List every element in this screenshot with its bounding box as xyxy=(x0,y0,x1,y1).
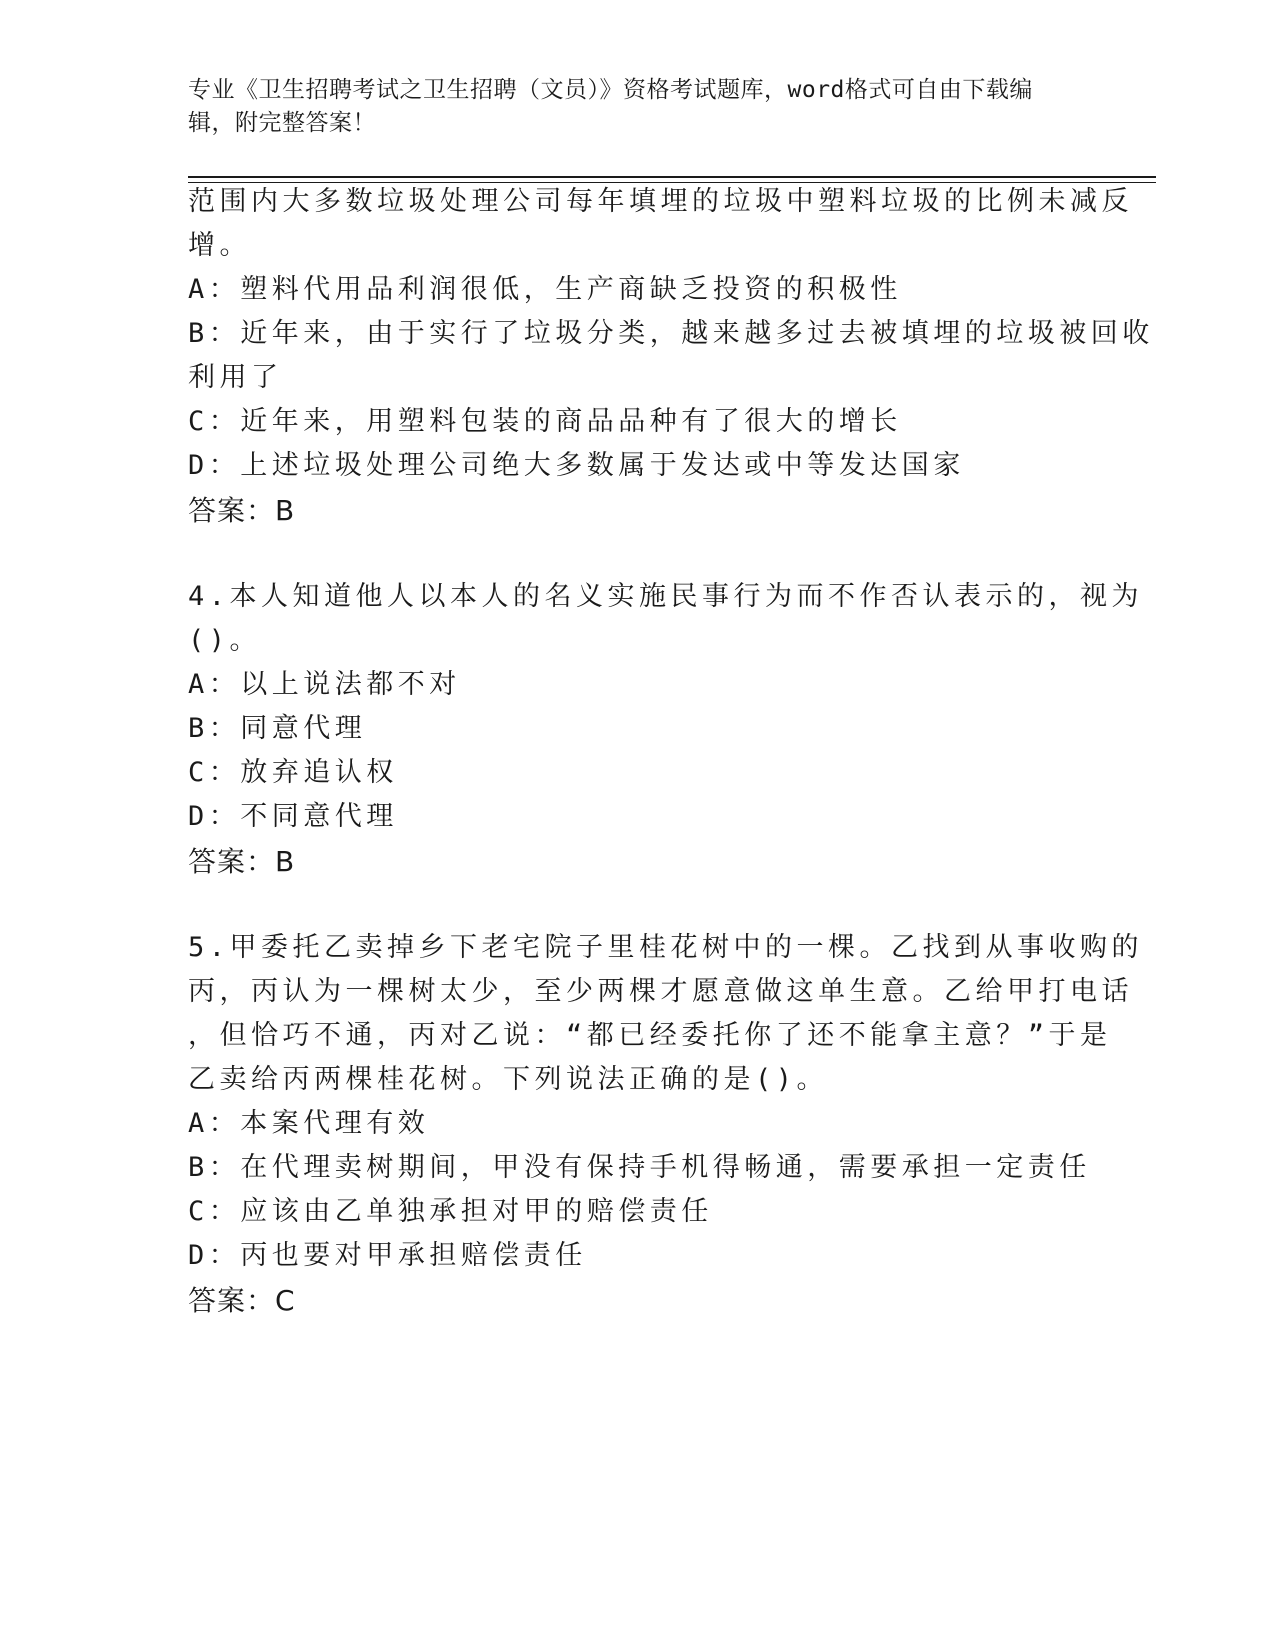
q3-answer: 答案：B xyxy=(188,494,296,527)
q5-answer: 答案：C xyxy=(188,1284,296,1317)
q4-option-a: A：以上说法都不对 xyxy=(188,669,461,700)
q5-option-c: C：应该由乙单独承担对甲的赔偿责任 xyxy=(188,1196,713,1227)
q5-option-d: D：丙也要对甲承担赔偿责任 xyxy=(188,1240,587,1271)
q5-stem-line-4: 乙卖给丙两棵桂花树。下列说法正确的是()。 xyxy=(188,1064,829,1095)
q3-option-b-line-2: 利用了 xyxy=(188,362,283,393)
q4-stem-line-2: ()。 xyxy=(188,625,262,656)
q3-stem-line-2: 增。 xyxy=(188,230,251,261)
q4-option-d: D：不同意代理 xyxy=(188,801,398,832)
q4-option-b: B：同意代理 xyxy=(188,713,367,744)
q5-stem-line-2: 丙，丙认为一棵树太少，至少两棵才愿意做这单生意。乙给甲打电话 xyxy=(188,976,1133,1007)
header-divider-thick xyxy=(188,176,1156,178)
q3-option-b-line-1: B：近年来，由于实行了垃圾分类，越来越多过去被填埋的垃圾被回收 xyxy=(188,318,1154,349)
q3-option-a: A：塑料代用品利润很低，生产商缺乏投资的积极性 xyxy=(188,274,902,305)
q4-answer: 答案：B xyxy=(188,845,296,878)
header-divider-thin xyxy=(188,182,1156,183)
q3-option-c: C：近年来，用塑料包装的商品品种有了很大的增长 xyxy=(188,406,902,437)
document-header: 专业《卫生招聘考试之卫生招聘（文员）》资格考试题库，word格式可自由下载编辑，附完整答案！ xyxy=(188,77,1033,136)
q5-option-a: A：本案代理有效 xyxy=(188,1108,430,1139)
q5-stem-line-1: 5.甲委托乙卖掉乡下老宅院子里桂花树中的一棵。乙找到从事收购的 xyxy=(188,932,1144,963)
q4-stem-line-1: 4.本人知道他人以本人的名义实施民事行为而不作否认表示的，视为 xyxy=(188,581,1144,612)
q5-stem-line-3: ，但恰巧不通，丙对乙说：“都已经委托你了还不能拿主意？”于是 xyxy=(188,1020,1112,1051)
q4-option-c: C：放弃追认权 xyxy=(188,757,398,788)
q3-stem-line-1: 范围内大多数垃圾处理公司每年填埋的垃圾中塑料垃圾的比例未减反 xyxy=(188,186,1133,217)
q5-option-b: B：在代理卖树期间，甲没有保持手机得畅通，需要承担一定责任 xyxy=(188,1152,1091,1183)
q3-option-d: D：上述垃圾处理公司绝大多数属于发达或中等发达国家 xyxy=(188,450,965,481)
